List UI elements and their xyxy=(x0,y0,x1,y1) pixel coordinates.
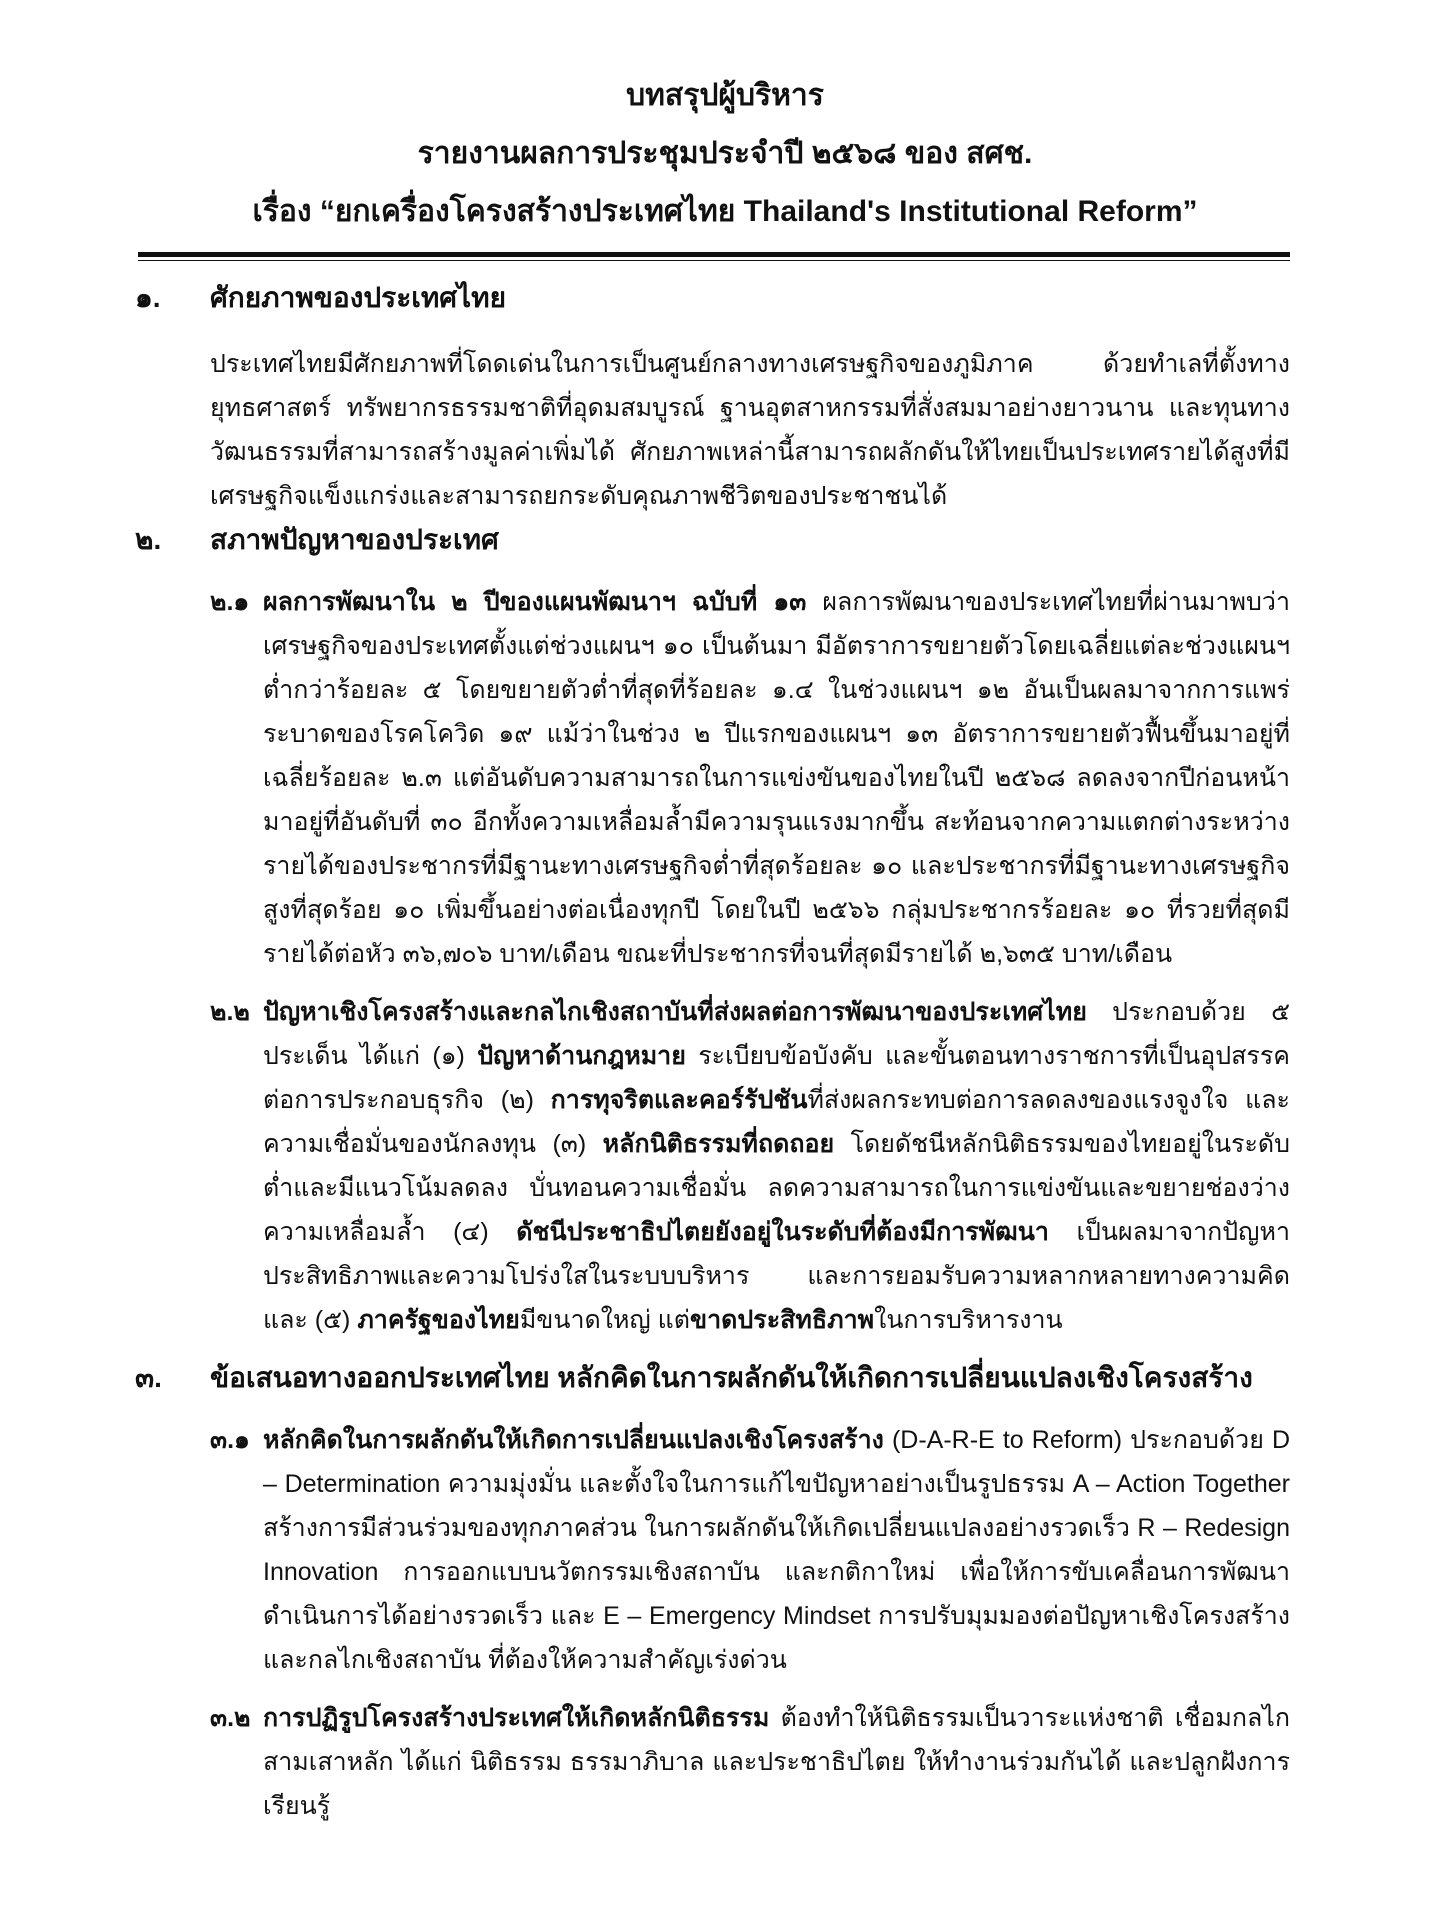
bold-text: ปัญหาด้านกฎหมาย xyxy=(477,1042,686,1070)
document-title: บทสรุปผู้บริหาร xyxy=(626,79,824,112)
text: ประเทศไทยมีศักยภาพที่โดดเด่นในการเป็นศูนย์กลางทางเศรษฐกิจของภูมิภาค ด้วยทำเลที่ตั้งทางยุทธศาสตร์ ทรัพยากรธรรมชาติที่อุดมสมบูรณ์ ฐานอุตสาหกรรมที่สั่งสมมาอย่างยาวนาน และทุนทางวัฒนธรรมที่สามารถสร้างมูลค่าเพิ่มได้ ศักยภาพเหล่านี้สามารถผลักดันให้ไทยเป็นประเทศรายได้สูงที่มีเศรษฐกิจแข็งแกร่งและสามารถยกระดับคุณภาพชีวิตของประชาชนได้ xyxy=(210,350,1290,510)
section-title: ข้อเสนอทางออกประเทศไทย หลักคิดในการผลักดันให้เกิดการเปลี่ยนแปลงเชิงโครงสร้าง xyxy=(210,1362,1253,1393)
text: (D-A-R-E to Reform) ประกอบด้วย D – Determination ความมุ่งมั่น และตั้งใจในการแก้ไขปัญหาอย่างเป็นรูปธรรม A – Action Together สร้างการมีส่วนร่วมของทุกภาคส่วน ในการผลักดันให้เกิดเปลี่ยนแปลงอย่างรวดเร็ว R – Redesign Innovation การออกแบบนวัตกรรมเชิงสถาบัน และกติกาใหม่ เพื่อให้การขับเคลื่อนการพัฒนาดำเนินการได้อย่างรวดเร็ว และ E – Emergency Mindset การปรับมุมมองต่อปัญหาเชิงโครงสร้างและกลไกเชิงสถาบัน ที่ต้องให้ความสำคัญเร่งด่วน xyxy=(263,1426,1290,1674)
header-divider-thin xyxy=(138,260,1290,261)
report-subtitle: รายงานผลการประชุมประจำปี ๒๕๖๘ ของ สศช. xyxy=(417,137,1033,170)
section-title: ศักยภาพของประเทศไทย xyxy=(210,282,506,313)
section-heading xyxy=(0,518,1450,562)
subsection-๒.๑ xyxy=(210,580,1290,976)
subsection-text xyxy=(210,1696,1290,1828)
text: ที่ส่งผลกระทบต่อการลดลงของแรงจูงใจ และความเชื่อมั่นของนักลงทุน (๓) xyxy=(263,1086,1290,1158)
bold-text: หลักคิดในการผลักดันให้เกิดการเปลี่ยนแปลงเชิงโครงสร้าง xyxy=(263,1426,884,1454)
text: ผลการพัฒนาของประเทศไทยที่ผ่านมาพบว่า เศรษฐกิจของประเทศตั้งแต่ช่วงแผนฯ ๑๐ เป็นต้นมา มีอัตราการขยายตัวโดยเฉลี่ยแต่ละช่วงแผนฯ ต่ำกว่าร้อยละ ๕ โดยขยายตัวต่ำที่สุดที่ร้อยละ ๑.๔ ในช่วงแผนฯ ๑๒ อันเป็นผลมาจากการแพร่ระบาดของโรคโควิด ๑๙ แม้ว่าในช่วง ๒ ปีแรกของแผนฯ ๑๓ อัตราการขยายตัวฟื้นขึ้นมาอยู่ที่เฉลี่ยร้อยละ ๒.๓ แต่อันดับความสามารถในการแข่งขันของไทยในปี ๒๕๖๘ ลดลงจากปีก่อนหน้า มาอยู่ที่อันดับที่ ๓๐ อีกทั้งความเหลื่อมล้ำมีความรุนแรงมากขึ้น สะท้อนจากความแตกต่างระหว่างรายได้ของประชากรที่มีฐานะทางเศรษฐกิจต่ำที่สุดร้อยละ ๑๐ และประชากรที่มีฐานะทางเศรษฐกิจสูงที่สุดร้อย ๑๐ เพิ่มขึ้นอย่างต่อเนื่องทุกปี โดยในปี ๒๕๖๖ กลุ่มประชากรร้อยละ ๑๐ ที่รวยที่สุดมีรายได้ต่อหัว ๓๖,๗๐๖ บาท/เดือน ขณะที่ประชากรที่จนที่สุดมีรายได้ ๒,๖๓๕ บาท/เดือน xyxy=(263,588,1290,968)
bold-text: ดัชนีประชาธิปไตยยังอยู่ในระดับที่ต้องมีการพัฒนา xyxy=(516,1218,1049,1246)
subsection-text xyxy=(210,1418,1290,1682)
subsection-number: ๓.๑ xyxy=(210,1426,250,1454)
section-2 xyxy=(0,518,1450,1342)
section-number: ๓. xyxy=(135,1362,162,1393)
section-title: สภาพปัญหาของประเทศ xyxy=(210,524,499,555)
subsection-๓.๒ xyxy=(210,1696,1290,1828)
section-heading xyxy=(0,276,1450,320)
text: โดยดัชนีหลักนิติธรรมของไทยอยู่ในระดับต่ำและมีแนวโน้มลดลง บั่นทอนความเชื่อมั่น ลดความสามารถในการแข่งขันและขยายช่องว่างความเหลื่อมล้ำ (๔) xyxy=(263,1130,1290,1246)
text: ระเบียบข้อบังคับ และขั้นตอนทางราชการที่เป็นอุปสรรคต่อการประกอบธุรกิจ (๒) xyxy=(263,1042,1290,1114)
subsection-๓.๑ xyxy=(210,1418,1290,1682)
text: เป็นผลมาจากปัญหาประสิทธิภาพและความโปร่งใสในระบบบริหาร และการยอมรับความหลากหลายทางความคิด และ (๕) xyxy=(263,1218,1290,1334)
section-1 xyxy=(0,276,1450,518)
section-paragraph xyxy=(210,342,1290,518)
text: ประกอบด้วย ๕ ประเด็น ได้แก่ (๑) xyxy=(263,998,1290,1070)
bold-text: ปัญหาเชิงโครงสร้างและกลไกเชิงสถาบันที่ส่งผลต่อการพัฒนาของประเทศไทย xyxy=(263,998,1087,1026)
bold-text: ภาครัฐของไทย xyxy=(357,1306,520,1334)
section-number: ๒. xyxy=(135,524,162,555)
report-topic: เรื่อง “ยกเครื่องโครงสร้างประเทศไทย Thailand's Institutional Reform” xyxy=(252,195,1198,228)
text: มีขนาดใหญ่ แต่ xyxy=(519,1306,691,1334)
bold-text: การทุจริตและคอร์รัปชัน xyxy=(550,1086,808,1114)
bold-text: หลักนิติธรรมที่ถดถอย xyxy=(602,1130,835,1158)
subsection-number: ๓.๒ xyxy=(210,1704,251,1732)
bold-text: ผลการพัฒนาใน ๒ ปีของแผนพัฒนาฯ ฉบับที่ ๑๓ xyxy=(263,588,807,616)
text: ในการบริหารงาน xyxy=(874,1306,1063,1334)
bold-text: ขาดประสิทธิภาพ xyxy=(690,1306,875,1334)
header-divider-thick xyxy=(138,252,1290,257)
subsection-number: ๒.๑ xyxy=(210,588,250,616)
subsection-text xyxy=(210,580,1290,976)
subsection-๒.๒ xyxy=(210,990,1290,1342)
text: ต้องทำให้นิติธรรมเป็นวาระแห่งชาติ เชื่อมกลไกสามเสาหลัก ได้แก่ นิติธรรม ธรรมาภิบาล และประชาธิปไตย ให้ทำงานร่วมกันได้ และปลูกฝังการเรียนรู้ xyxy=(263,1704,1290,1820)
section-3 xyxy=(0,1356,1450,1828)
subsection-number: ๒.๒ xyxy=(210,998,250,1026)
section-heading xyxy=(0,1356,1450,1400)
subsection-text xyxy=(210,990,1290,1342)
bold-text: การปฏิรูปโครงสร้างประเทศให้เกิดหลักนิติธรรม xyxy=(263,1704,770,1732)
section-number: ๑. xyxy=(135,282,161,313)
